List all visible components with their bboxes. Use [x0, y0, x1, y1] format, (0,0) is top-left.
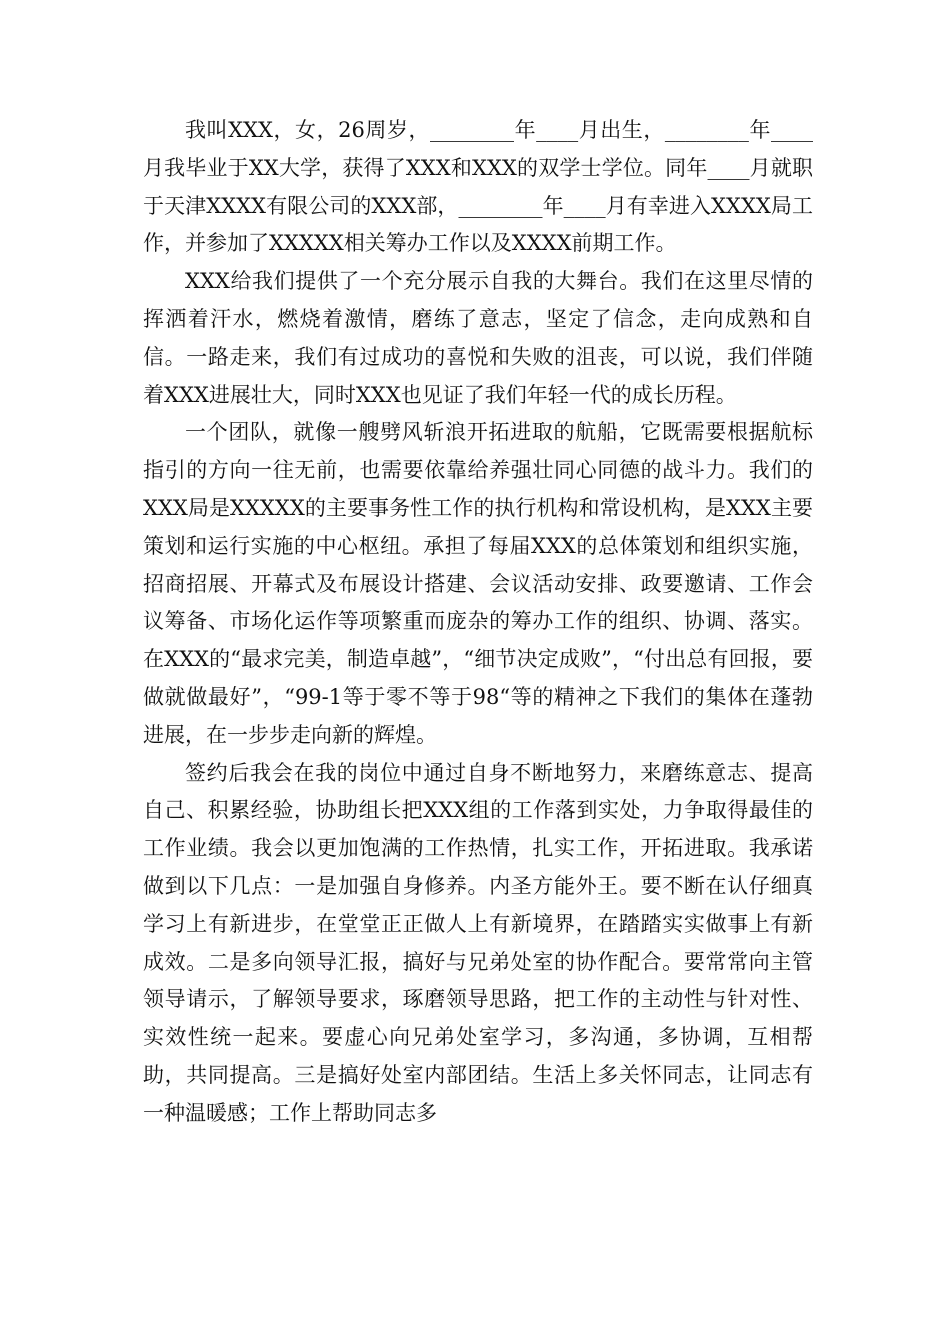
document-body: [143, 112, 813, 1133]
paragraph-stage: XXX给我们提供了一个充分展示自我的大舞台。我们在这里尽情的挥洒着汗水，燃烧着激情，磨练了意志，坚定了信念，走向成熟和自信。一路走来，我们有过成功的喜悦和失败的沮丧，可以说，我们伴随着XXX进展壮大，同时XXX也见证了我们年轻一代的成长历程。: [143, 269, 813, 407]
paragraph-self-introduction: 我叫XXX，女，26周岁，________年____月出生，________年____月我毕业于XX大学，获得了XXX和XXX的双学士学位。同年____月就职于天津XXXX有限公司的XXX部，________年____月有幸进入XXXX局工作，并参加了XXXXX相关筹办工作以及XXXX前期工作。: [143, 118, 813, 256]
paragraph-commitment: 签约后我会在我的岗位中通过自身不断地努力，来磨练意志、提高自己、积累经验，协助组长把XXX组的工作落到实处，力争取得最佳的工作业绩。我会以更加饱满的工作热情，扎实工作，开拓进取。我承诺做到以下几点：一是加强自身修养。内圣方能外王。要不断在认仔细真学习上有新进步，在堂堂正正做人上有新境界，在踏踏实实做事上有新成效。二是多向领导汇报，搞好与兄弟处室的协作配合。要常常向主管领导请示，了解领导要求，琢磨领导思路，把工作的主动性与针对性、实效性统一起来。要虚心向兄弟处室学习，多沟通，多协调，互相帮助，共同提高。三是搞好处室内部团结。生活上多关怀同志，让同志有一种温暖感；工作上帮助同志多: [143, 760, 813, 1125]
paragraph-team: 一个团队，就像一艘劈风斩浪开拓进取的航船，它既需要根据航标指引的方向一往无前，也需要依靠给养强壮同心同德的战斗力。我们的XXX局是XXXXX的主要事务性工作的执行机构和常设机构，是XXX主要策划和运行实施的中心枢纽。承担了每届XXX的总体策划和组织实施，招商招展、开幕式及布展设计搭建、会议活动安排、政要邀请、工作会议筹备、市场化运作等项繁重而庞杂的筹办工作的组织、协调、落实。在XXX的“最求完美，制造卓越”，“细节决定成败”，“付出总有回报，要做就做最好”，“99-1等于零不等于98“等的精神之下我们的集体在蓬勃进展，在一步步走向新的辉煌。: [143, 420, 813, 747]
